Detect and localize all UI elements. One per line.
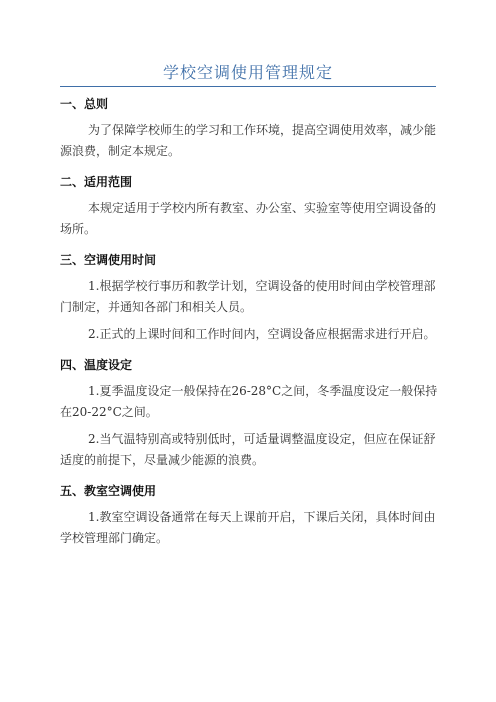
section-paragraph: 1.根据学校行事历和教学计划，空调设备的使用时间由学校管理部门制定，并通知各部门和相关人员。 [60, 279, 436, 314]
title-underline [60, 86, 436, 87]
section-general [60, 94, 438, 172]
section-heading: 二、适用范围 [60, 175, 133, 189]
document-body [60, 94, 438, 549]
section-paragraph: 本规定适用于学校内所有教室、办公室、实验室等使用空调设备的场所。 [60, 201, 437, 236]
section-paragraph: 为了保障学校师生的学习和工作环境，提高空调使用效率，减少能源浪费，制定本规定。 [60, 123, 437, 158]
section-classroom-ac [60, 481, 438, 549]
section-scope [60, 172, 438, 250]
section-heading: 三、空调使用时间 [60, 253, 157, 267]
section-temperature [60, 355, 438, 481]
section-heading: 四、温度设定 [60, 358, 133, 372]
section-paragraph: 1.夏季温度设定一般保持在26-28°C之间，冬季温度设定一般保持在20-22°C之间。 [60, 384, 438, 419]
section-heading: 五、教室空调使用 [60, 484, 157, 498]
section-heading: 一、总则 [60, 97, 109, 111]
section-usage-time [60, 250, 438, 355]
section-paragraph: 1.教室空调设备通常在每天上课前开启，下课后关闭，具体时间由学校管理部门确定。 [60, 510, 436, 545]
section-paragraph: 2.当气温特别高或特别低时，可适量调整温度设定，但应在保证舒适度的前提下，尽量减少能源的浪费。 [60, 432, 436, 467]
document-title: 学校空调使用管理规定 [162, 63, 333, 82]
section-paragraph: 2.正式的上课时间和工作时间内，空调设备应根据需求进行开启。 [88, 327, 436, 341]
